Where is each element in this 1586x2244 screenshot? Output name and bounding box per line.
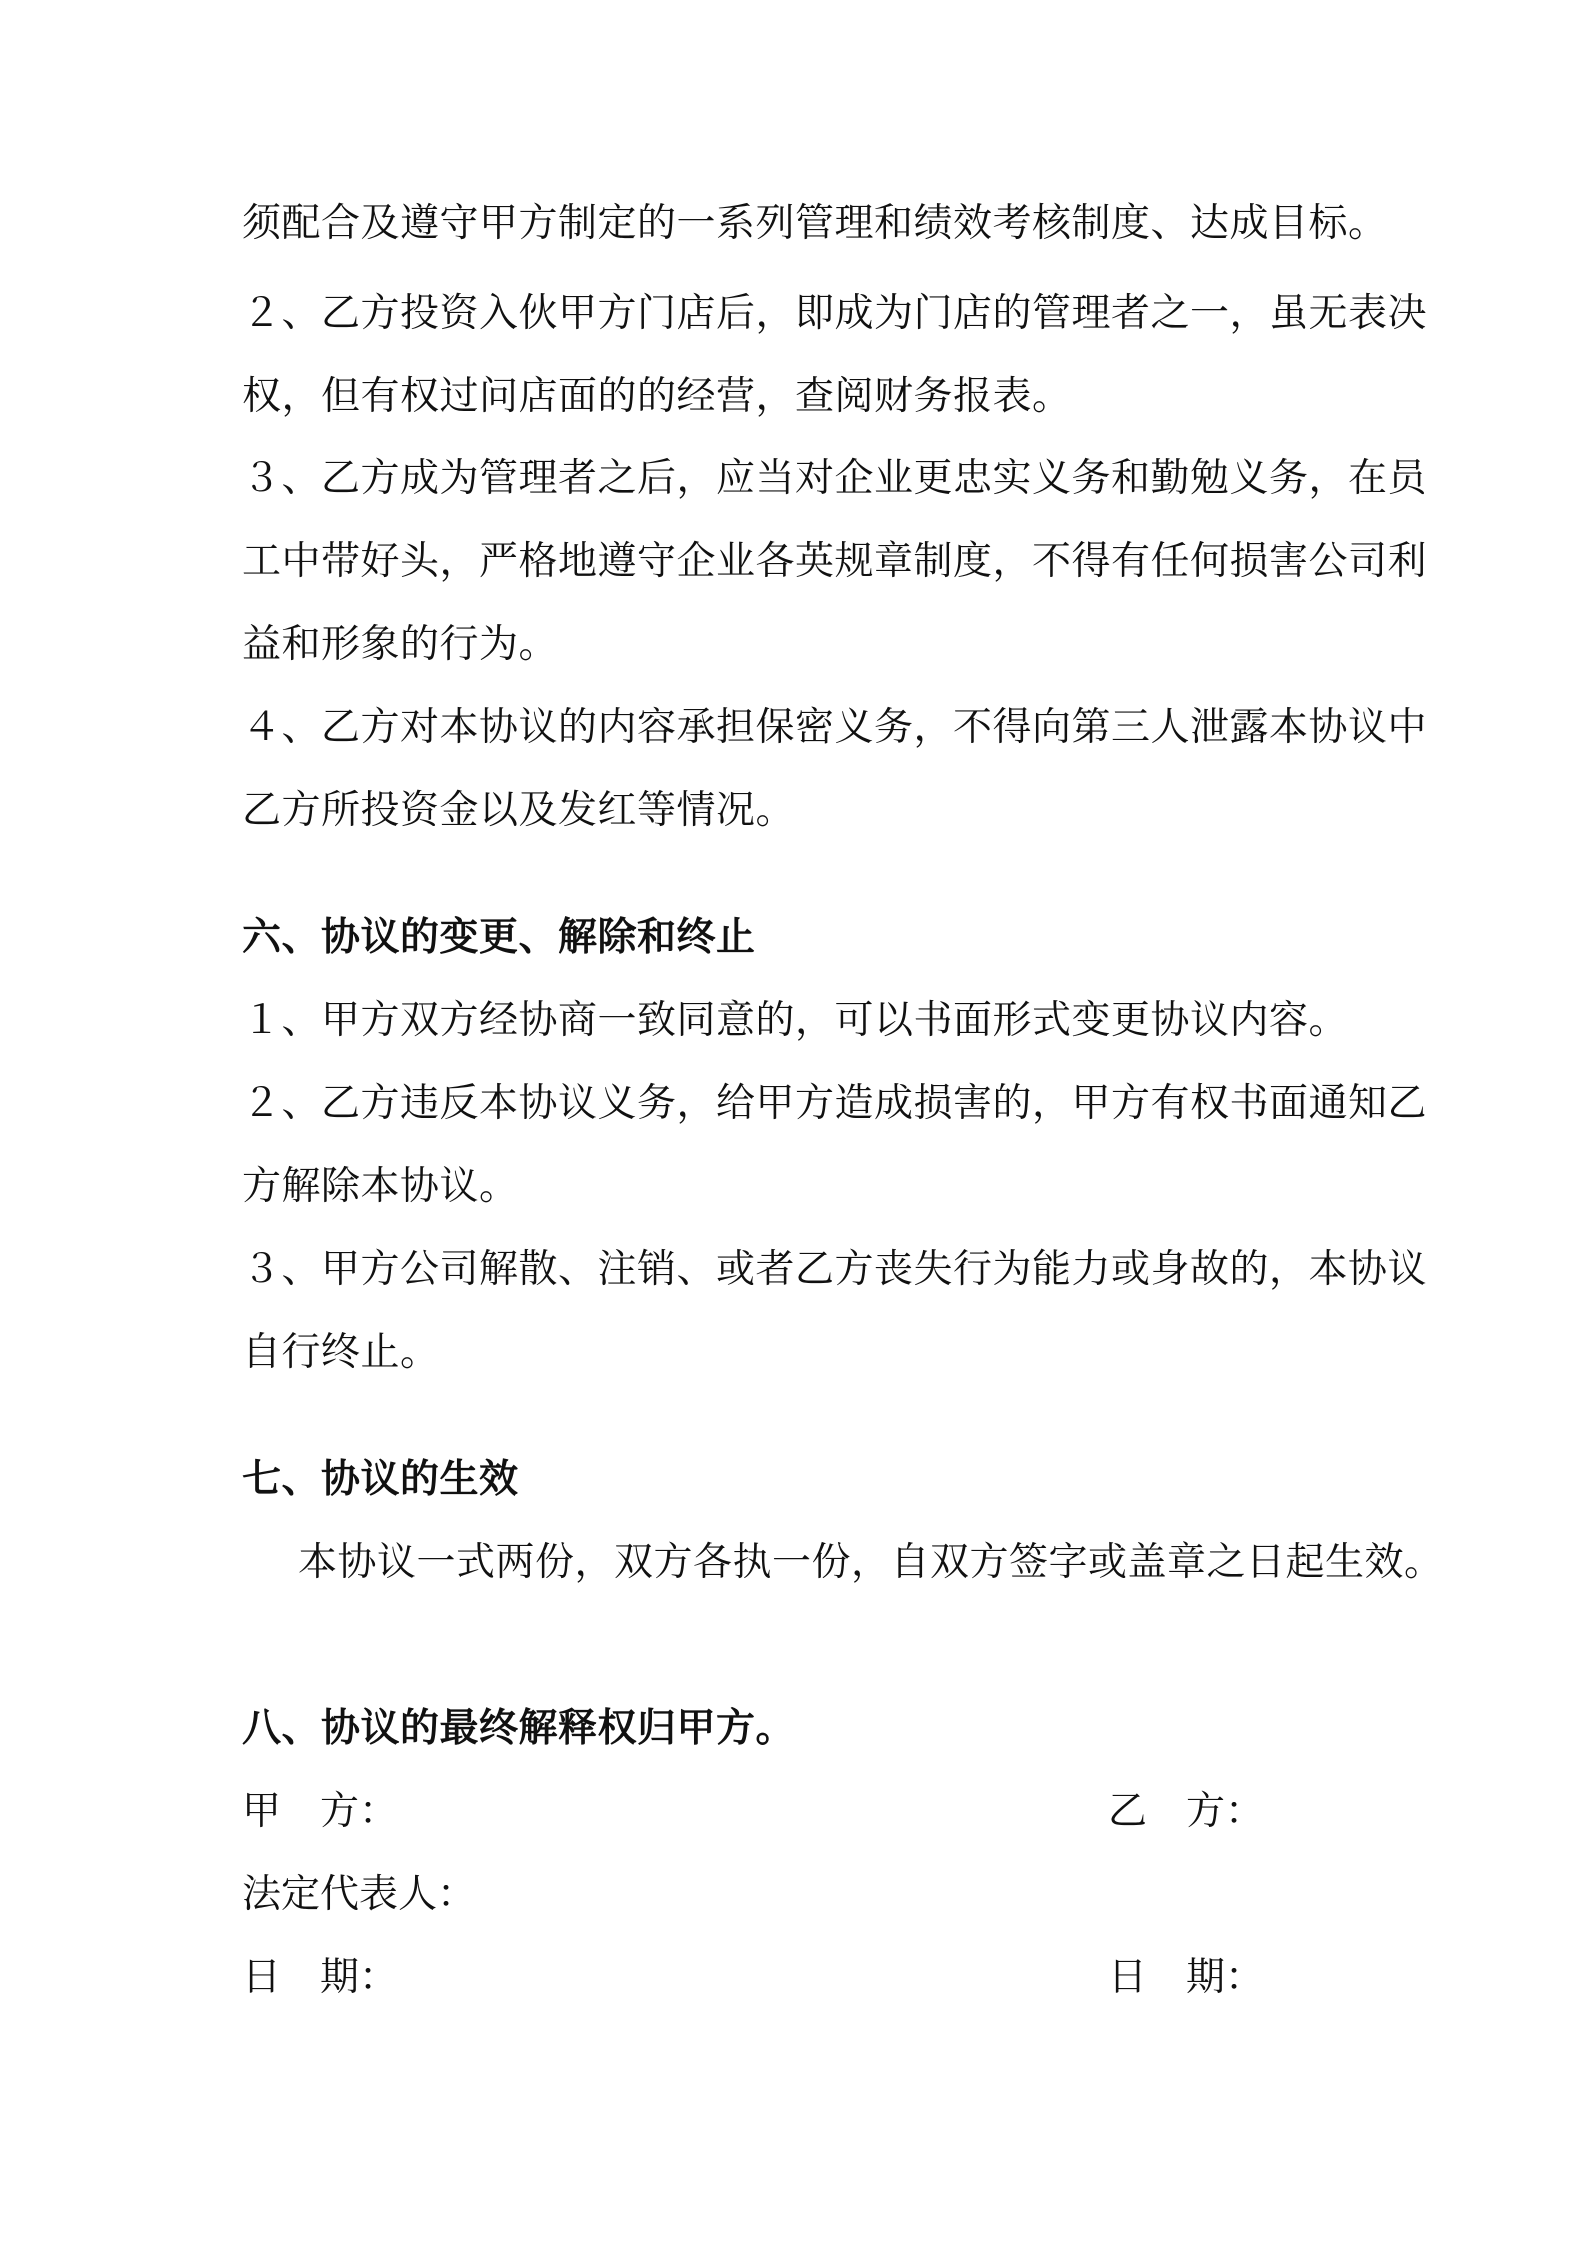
paragraph-line: ２、乙方投资入伙甲方门店后，即成为门店的管理者之一，虽无表决	[242, 291, 1428, 336]
paragraph-line: 须配合及遵守甲方制定的一系列管理和绩效考核制度、达成目标。	[242, 201, 1388, 246]
section-heading-8: 八、协议的最终解释权归甲方。	[242, 1706, 796, 1751]
paragraph-line: 益和形象的行为。	[242, 622, 559, 667]
paragraph-line: ３、甲方公司解散、注销、或者乙方丧失行为能力或身故的，本协议	[242, 1247, 1428, 1292]
paragraph-line: １、甲方双方经协商一致同意的，可以书面形式变更协议内容。	[242, 998, 1349, 1043]
paragraph-line: ２、乙方违反本协议义务，给甲方造成损害的，甲方有权书面通知乙	[242, 1081, 1428, 1126]
date-b-label: 日 期：	[1108, 1955, 1265, 2000]
party-a-label: 甲 方：	[242, 1789, 399, 1834]
paragraph-line: 自行终止。	[242, 1330, 440, 1375]
section-heading-7: 七、协议的生效	[242, 1457, 519, 1502]
paragraph-line: 乙方所投资金以及发红等情况。	[242, 788, 796, 833]
section-7-body: 本协议一式两份，双方各执一份，自双方签字或盖章之日起生效。	[298, 1540, 1444, 1585]
paragraph-line: 方解除本协议。	[242, 1164, 519, 1209]
paragraph-line: ３、乙方成为管理者之后，应当对企业更忠实义务和勤勉义务，在员	[242, 456, 1428, 501]
party-b-label: 乙 方：	[1108, 1789, 1265, 1834]
paragraph-line: 权，但有权过问店面的的经营，查阅财务报表。	[242, 374, 1072, 419]
section-heading-6: 六、协议的变更、解除和终止	[242, 915, 756, 960]
legal-representative-label: 法定代表人：	[242, 1872, 477, 1917]
paragraph-line: 工中带好头，严格地遵守企业各英规章制度，不得有任何损害公司利	[242, 539, 1428, 584]
date-a-label: 日 期：	[242, 1955, 399, 2000]
paragraph-line: ４、乙方对本协议的内容承担保密义务，不得向第三人泄露本协议中	[242, 705, 1428, 750]
